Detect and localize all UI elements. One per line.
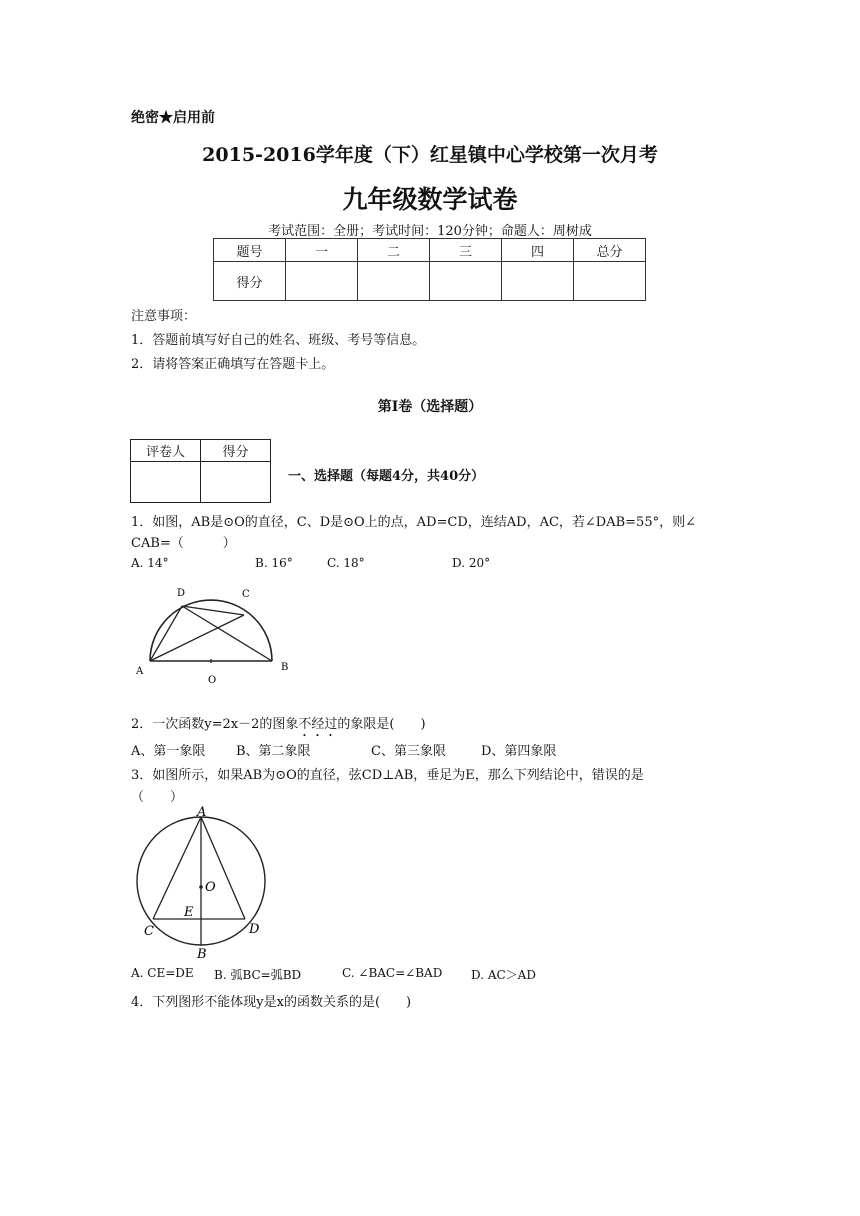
label-d: D [177, 588, 186, 599]
notes-heading: 注意事项： [131, 309, 197, 324]
question-3-option-d[interactable]: D. AC＞AD [471, 968, 536, 982]
label-b: B [281, 662, 289, 673]
label-a: A [197, 805, 207, 820]
score-header-cell: 总分 [574, 239, 646, 262]
exam-info: 考试范围：全册；考试时间：120分钟；命题人：周树成 [268, 224, 592, 239]
question-2-option-c[interactable]: C、第三象限 [371, 744, 446, 759]
question-1-option-d[interactable]: D. 20° [452, 556, 491, 570]
question-4-text: 4．下列图形不能体现y是x的函数关系的是( ) [131, 995, 412, 1010]
exam-subtitle: 九年级数学试卷 [342, 185, 518, 214]
question-2-suffix: 的象限是( ) [337, 717, 426, 732]
note-item: 2．请将答案正确填写在答题卡上。 [131, 357, 335, 372]
secret-label: 绝密★启用前 [131, 110, 215, 126]
chord-db [182, 606, 272, 661]
question-1-text: 1．如图，AB是⊙O的直径，C、D是⊙O上的点，AD=CD，连结AD，AC，若∠DAB=55°，则∠ [131, 515, 696, 530]
question-3-text-cont: （ ） [131, 790, 184, 805]
question-3-option-c[interactable]: C. ∠BAC=∠BAD [342, 966, 443, 980]
score-cell[interactable] [358, 262, 430, 301]
question-2-option-b[interactable]: B、第二象限 [236, 744, 311, 759]
question-3-option-a[interactable]: A. CE=DE [131, 966, 194, 980]
grader-cell[interactable] [201, 462, 271, 503]
score-cell[interactable] [574, 262, 646, 301]
score-header-cell: 二 [358, 239, 430, 262]
score-row-label: 得分 [214, 262, 286, 301]
question-3-option-b[interactable]: B. 弧BC=弧BD [214, 968, 302, 982]
center-dot [199, 885, 203, 889]
score-header-cell: 一 [286, 239, 358, 262]
question-2-prefix: 2．一次函数y=2x－2的图象 [131, 717, 299, 732]
question-2-text [131, 713, 426, 740]
grader-cell[interactable] [131, 462, 201, 503]
score-header-cell: 四 [502, 239, 574, 262]
grader-header-cell: 得分 [201, 440, 271, 462]
question-1-figure [128, 582, 298, 688]
label-a: A [136, 666, 144, 677]
grader-header-cell: 评卷人 [131, 440, 201, 462]
label-d: D [249, 922, 260, 937]
score-table [213, 238, 646, 301]
question-2-option-a[interactable]: A、第一象限 [131, 744, 206, 759]
question-1-option-b[interactable]: B. 16° [255, 556, 293, 570]
question-2-option-d[interactable]: D、第四象限 [481, 744, 557, 759]
section-title: 第Ⅰ卷（选择题） [377, 399, 483, 415]
score-cell[interactable] [502, 262, 574, 301]
question-1-option-c[interactable]: C. 18° [327, 556, 365, 570]
question-1-text-cont: CAB=（ ） [131, 536, 236, 551]
score-cell[interactable] [430, 262, 502, 301]
question-1-option-a[interactable]: A. 14° [131, 556, 169, 570]
question-3-figure [128, 802, 278, 962]
question-3-text: 3．如图所示，如果AB为⊙O的直径，弦CD⊥AB，垂足为E，那么下列结论中，错误的是 [131, 768, 644, 783]
chord-ad [201, 817, 245, 919]
part-title: 一、选择题（每题4分，共40分） [288, 469, 485, 484]
score-header-cell: 三 [430, 239, 502, 262]
score-cell[interactable] [286, 262, 358, 301]
score-header-cell: 题号 [214, 239, 286, 262]
label-o: O [208, 675, 217, 686]
label-c: C [242, 589, 250, 600]
grader-table [130, 439, 271, 503]
label-c: C [144, 924, 154, 939]
note-item: 1．答题前填写好自己的姓名、班级、考号等信息。 [131, 333, 426, 348]
label-b: B [197, 947, 207, 962]
chord-dc [182, 606, 244, 615]
exam-title: 2015-2016学年度（下）红星镇中心学校第一次月考 [202, 144, 658, 166]
question-2-emphasis: 不经过 [298, 717, 338, 732]
label-o: O [205, 880, 216, 895]
label-e: E [184, 905, 194, 920]
